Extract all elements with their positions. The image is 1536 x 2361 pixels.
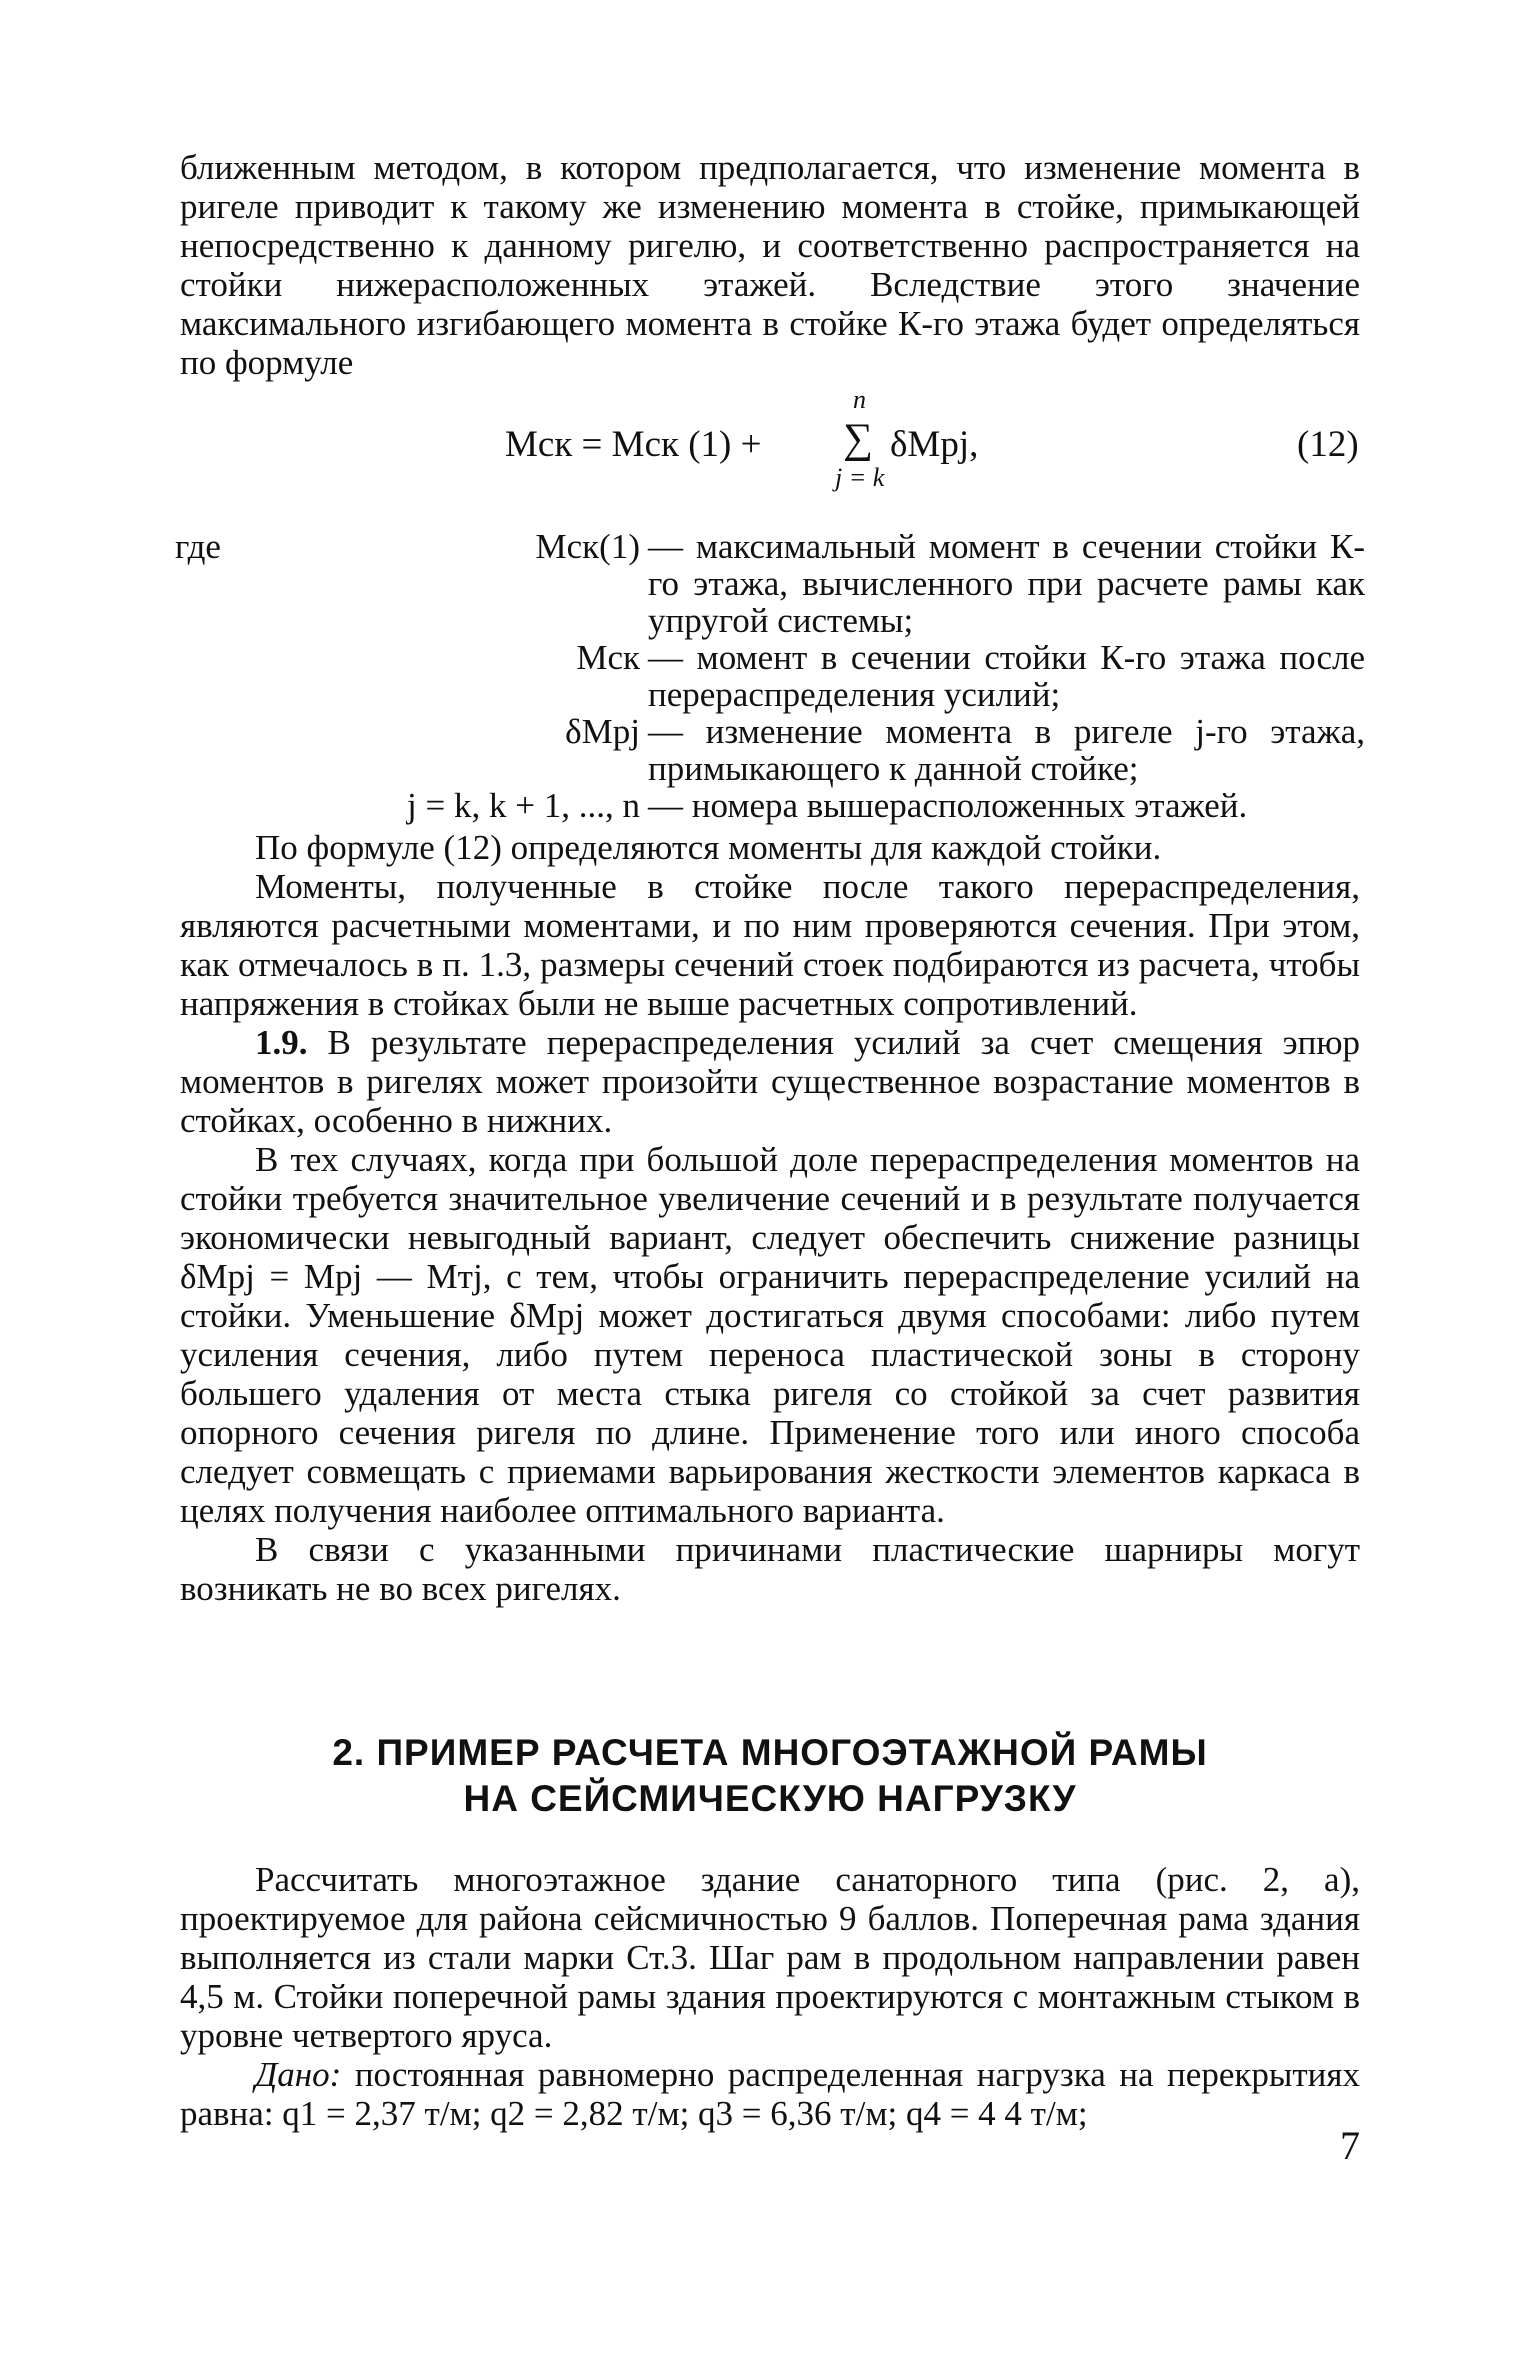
sum-upper-limit: n <box>853 385 866 414</box>
page-number: 7 <box>1340 2123 1360 2168</box>
given-text: постоянная равномерно распределенная нагрузка на перекрытиях равна: q1 = 2,37 т/м; q2 = 2,82 т/м; q3 = 6,36 т/м; q4 = 4 4 т/м; <box>180 2055 1360 2133</box>
definition-row <box>175 713 1365 787</box>
intro-paragraph <box>180 148 1360 382</box>
definition-text: — изменение момента в ригеле j-го этажа, примыкающего к данной стойке; <box>648 712 1365 788</box>
paragraph: По формуле (12) определяются моменты для каждой стойки. <box>255 828 1162 867</box>
where-label: где <box>175 527 221 566</box>
section-number: 1.9. <box>255 1023 308 1062</box>
heading-line: НА СЕЙСМИЧЕСКУЮ НАГРУЗКУ <box>463 1778 1077 1819</box>
definition-symbol: Mск(1) <box>535 527 640 566</box>
definition-row <box>175 528 1365 639</box>
definition-text: — максимальный момент в сечении стойки К-го этажа, вычисленного при расчете рамы как упругой системы; <box>648 527 1365 640</box>
formula-number: (12) <box>1297 424 1359 465</box>
symbol-definitions <box>175 528 1365 824</box>
paragraph-1-9 <box>180 1023 1360 1140</box>
example-paragraph: Рассчитать многоэтажное здание санаторного типа (рис. 2, а), проектируемое для района сейсмичностью 9 баллов. Поперечная рама здания выполняется из стали марки Ст.3. Шаг рам в продольном направлении равен 4,5 м. Стойки поперечной рамы здания проектируются с монтажным стыком в уровне четвертого яруса. <box>180 1860 1360 2055</box>
given-label: Дано: <box>255 2055 342 2094</box>
definition-text: — момент в сечении стойки К-го этажа после перераспределения усилий; <box>648 638 1365 714</box>
definition-symbol: δMpj <box>565 712 640 751</box>
definition-symbol: Mск <box>576 638 640 677</box>
definition-symbol: j = k, k + 1, ..., n <box>407 786 640 825</box>
definition-text: — номера вышерасположенных этажей. <box>648 786 1248 825</box>
body-paragraphs <box>180 828 1360 1608</box>
section-heading <box>180 1730 1360 1822</box>
paragraph-text: В результате перераспределения усилий за счет смещения эпюр моментов в ригелях может произойти существенное возрастание моментов в стойках, особенно в нижних. <box>180 1023 1360 1140</box>
paragraph: В связи с указанными причинами пластические шарниры могут возникать не во всех ригелях. <box>180 1530 1360 1608</box>
paragraph: Моменты, полученные в стойке после такого перераспределения, являются расчетными моментами, и по ним проверяются сечения. При этом, как отмечалось в п. 1.3, размеры сечений стоек подбираются из расчета, чтобы напряжения в стойках были не выше расчетных сопротивлений. <box>180 867 1360 1023</box>
sum-symbol: ∑ <box>843 416 873 462</box>
heading-line: 2. ПРИМЕР РАСЧЕТА МНОГОЭТАЖНОЙ РАМЫ <box>332 1732 1208 1773</box>
formula-lhs: Mск = Mск (1) + <box>505 424 762 465</box>
formula-12 <box>505 385 1365 495</box>
given-paragraph <box>180 2055 1360 2133</box>
intro-text: ближенным методом, в котором предполагается, что изменение момента в ригеле приводит к такому же изменению момента в стойке, примыкающей непосредственно к данному ригелю, и соответственно распространяется на стойки нижерасположенных этажей. Вследствие этого значение максимального изгибающего момента в стойке К-го этажа будет определяться по формуле <box>180 148 1360 382</box>
definition-row <box>175 787 1365 824</box>
formula-term: δMpj, <box>890 424 979 465</box>
example-block <box>180 1860 1360 2133</box>
sum-lower-limit: j = k <box>835 463 885 492</box>
paragraph: В тех случаях, когда при большой доле перераспределения моментов на стойки требуется значительное увеличение сечений и в результате получается экономически невыгодный вариант, следует обеспечить снижение разницы δMpj = Mpj — Mтj, с тем, чтобы ограничить перераспределение усилий на стойки. Уменьшение δMpj может достигаться двумя способами: либо путем усиления сечения, либо путем переноса пластической зоны в сторону большего удаления от места стыка ригеля со стойкой за счет развития опорного сечения ригеля по длине. Применение того или иного способа следует совмещать с приемами варьирования жесткости элементов каркаса в целях получения наиболее оптимального варианта. <box>180 1140 1360 1530</box>
definition-row <box>175 639 1365 713</box>
